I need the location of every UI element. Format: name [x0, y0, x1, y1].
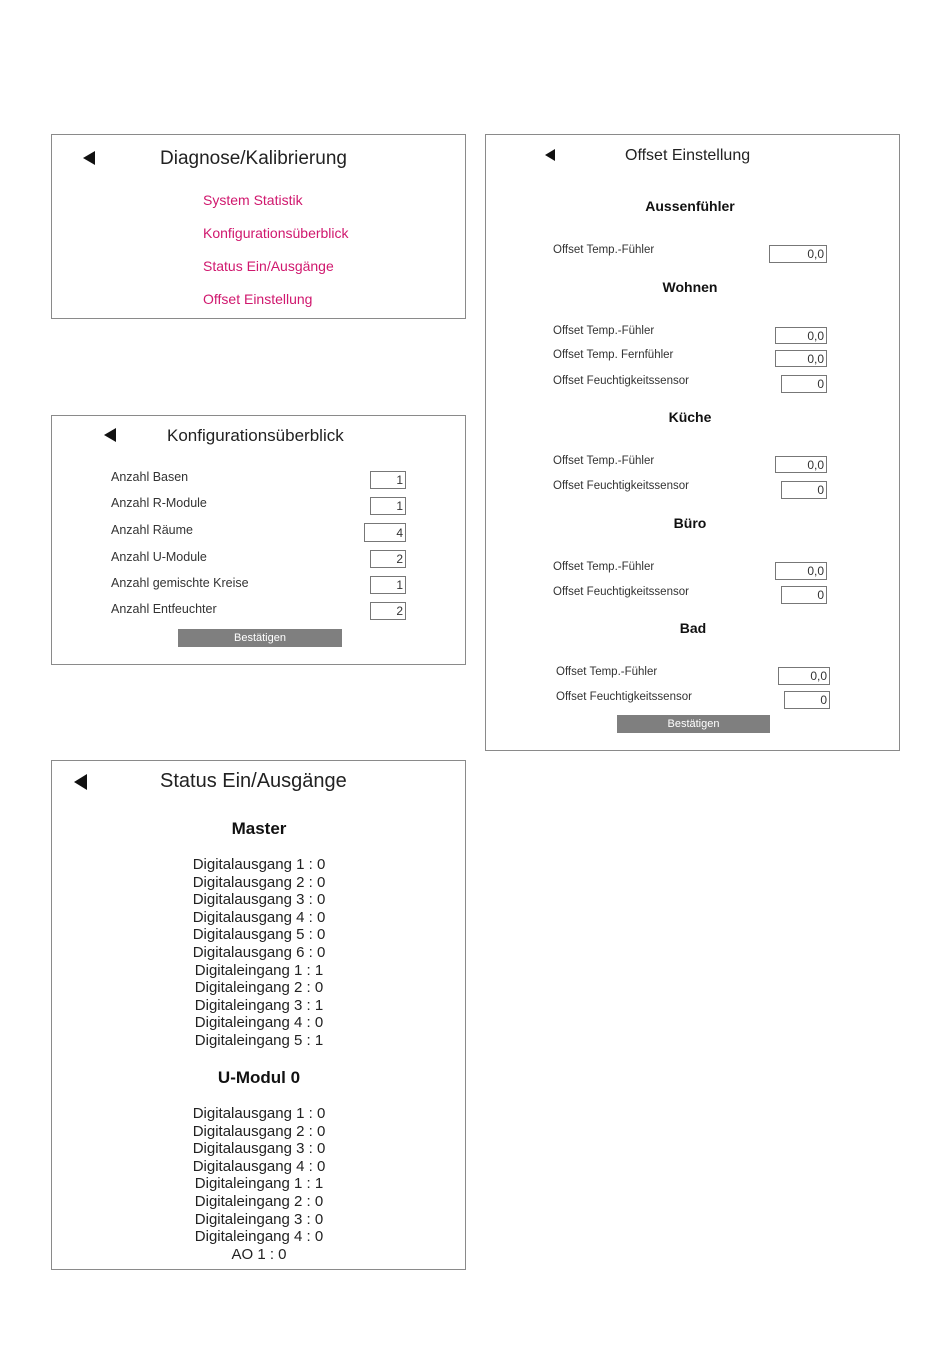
konfig-value-input[interactable]	[364, 523, 406, 542]
back-arrow-icon[interactable]	[83, 151, 95, 165]
bestaetigen-button[interactable]: Bestätigen	[617, 715, 770, 733]
status-line: Digitalausgang 2 : 0	[192, 873, 326, 891]
status-line: Digitalausgang 3 : 0	[192, 1140, 326, 1158]
section-title-bad: Bad	[679, 620, 707, 636]
offset-value-input[interactable]	[775, 456, 827, 473]
section-title-buero: Büro	[673, 515, 707, 531]
status-line: Digitalausgang 6 : 0	[192, 943, 326, 961]
section-title-kueche: Küche	[668, 409, 712, 425]
konfig-label: Anzahl Basen	[111, 470, 189, 484]
offset-label: Offset Feuchtigkeitssensor	[553, 480, 689, 492]
konfig-label: Anzahl Entfeuchter	[111, 602, 217, 616]
status-line: Digitalausgang 1 : 0	[192, 856, 326, 873]
offset-label: Offset Feuchtigkeitssensor	[553, 586, 689, 598]
status-line: Digitalausgang 4 : 0	[192, 908, 326, 926]
konfig-panel	[51, 415, 466, 665]
offset-value-input[interactable]	[781, 586, 827, 604]
back-arrow-icon[interactable]	[74, 774, 87, 790]
offset-value-input[interactable]	[784, 691, 830, 709]
section-title-master: Master	[231, 819, 287, 838]
offset-label: Offset Temp.-Fühler	[553, 455, 655, 467]
diagnose-title: Diagnose/Kalibrierung	[160, 148, 347, 169]
bestaetigen-button[interactable]: Bestätigen	[178, 629, 342, 647]
offset-label: Offset Temp.-Fühler	[553, 244, 655, 256]
konfig-label: Anzahl gemischte Kreise	[111, 576, 249, 590]
status-line: Digitaleingang 1 : 1	[194, 961, 324, 979]
konfig-value-input[interactable]	[370, 602, 406, 620]
umodul-status-list	[52, 1105, 466, 1263]
konfig-label: Anzahl Räume	[111, 523, 193, 537]
offset-value-input[interactable]	[778, 667, 830, 685]
konfig-title: Konfigurationsüberblick	[167, 426, 344, 445]
offset-label: Offset Temp. Fernfühler	[553, 349, 674, 361]
status-line: Digitaleingang 1 : 1	[194, 1175, 324, 1193]
offset-value-input[interactable]	[781, 375, 827, 393]
offset-value-input[interactable]	[775, 350, 827, 367]
konfig-value-input[interactable]	[370, 550, 406, 568]
back-arrow-icon[interactable]	[545, 149, 555, 161]
konfig-label: Anzahl R-Module	[111, 496, 207, 510]
status-panel	[51, 760, 466, 1270]
status-line: Digitaleingang 3 : 1	[194, 996, 324, 1014]
menu-konfigurationsueberblick[interactable]: Konfigurationsüberblick	[203, 225, 349, 241]
diagnose-panel	[51, 134, 466, 319]
status-line: Digitalausgang 1 : 0	[192, 1105, 326, 1122]
status-line: Digitaleingang 5 : 1	[194, 1031, 324, 1049]
status-line: Digitaleingang 3 : 0	[194, 1210, 324, 1228]
status-title: Status Ein/Ausgänge	[160, 770, 347, 792]
offset-value-input[interactable]	[769, 245, 827, 263]
menu-status-ein-ausgaenge[interactable]: Status Ein/Ausgänge	[203, 258, 334, 274]
menu-offset-einstellung[interactable]: Offset Einstellung	[203, 291, 313, 307]
offset-label: Offset Temp.-Fühler	[553, 325, 655, 337]
status-line: Digitalausgang 3 : 0	[192, 891, 326, 909]
section-title-aussenfuehler: Aussenfühler	[645, 198, 735, 214]
menu-system-statistik[interactable]: System Statistik	[203, 192, 303, 208]
status-line: Digitalausgang 4 : 0	[192, 1157, 326, 1175]
offset-value-input[interactable]	[775, 327, 827, 344]
section-title-wohnen: Wohnen	[662, 279, 718, 295]
status-line: Digitaleingang 4 : 0	[194, 1014, 324, 1032]
status-line: AO 1 : 0	[231, 1245, 287, 1263]
status-line: Digitaleingang 2 : 0	[194, 1192, 324, 1210]
konfig-value-input[interactable]	[370, 471, 406, 489]
status-line: Digitaleingang 2 : 0	[194, 979, 324, 997]
konfig-value-input[interactable]	[370, 497, 406, 515]
offset-label: Offset Feuchtigkeitssensor	[556, 691, 692, 703]
offset-label: Offset Feuchtigkeitssensor	[553, 375, 689, 387]
master-status-list	[52, 856, 466, 1050]
offset-label: Offset Temp.-Fühler	[556, 666, 658, 678]
offset-panel	[485, 134, 900, 751]
status-line: Digitalausgang 2 : 0	[192, 1122, 326, 1140]
back-arrow-icon[interactable]	[104, 428, 116, 442]
konfig-label: Anzahl U-Module	[111, 550, 207, 564]
offset-value-input[interactable]	[781, 481, 827, 499]
status-line: Digitalausgang 5 : 0	[192, 926, 326, 944]
offset-label: Offset Temp.-Fühler	[553, 561, 655, 573]
konfig-value-input[interactable]	[370, 576, 406, 594]
status-line: Digitaleingang 4 : 0	[194, 1228, 324, 1246]
offset-value-input[interactable]	[775, 562, 827, 580]
section-title-u-modul: U-Modul 0	[217, 1068, 301, 1087]
offset-title: Offset Einstellung	[625, 147, 751, 164]
